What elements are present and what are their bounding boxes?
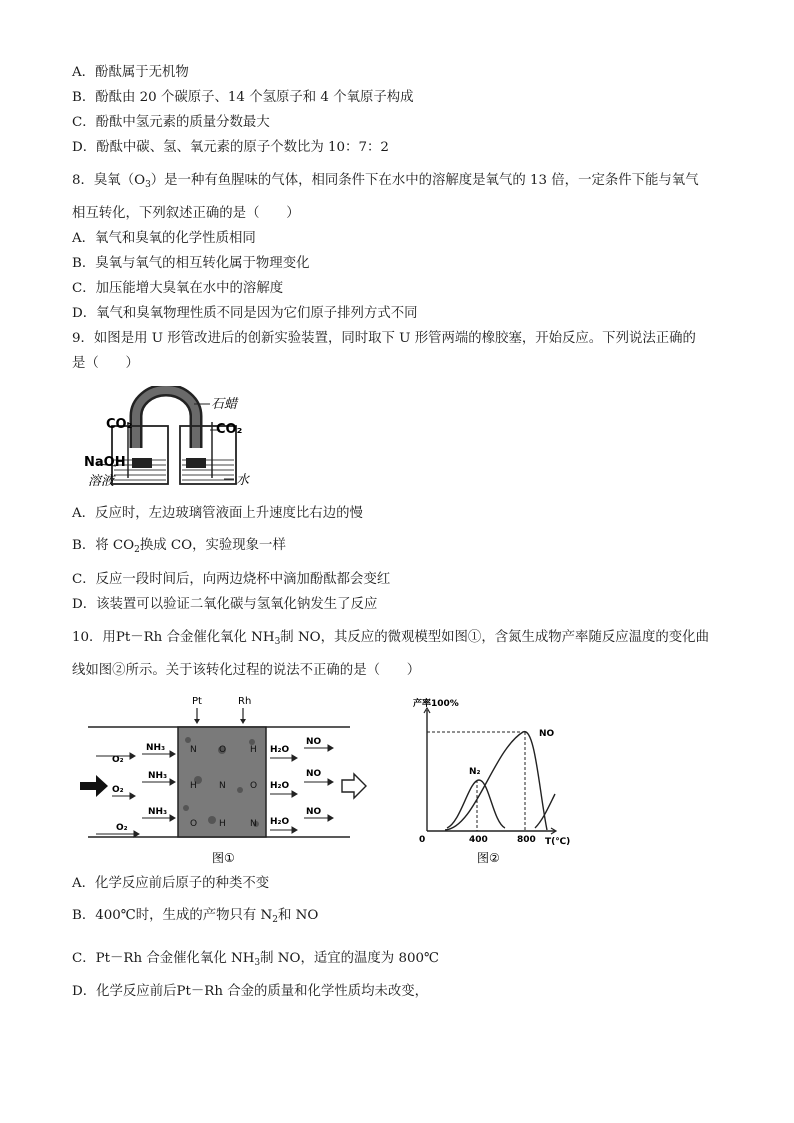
label-rongye: 溶液 [88,474,115,489]
q8-stem-line2: 相互转化，下列叙述正确的是（ ） [72,206,300,221]
q10-option-b: B．400℃时，生成的产物只有 $N_2$和 NO [72,908,319,925]
svg-text:NO: NO [306,769,322,779]
tick-800: 800 [517,835,536,845]
label-pt: Pt [192,696,202,707]
catalyst-atom: H [219,819,226,829]
catalyst-atom: N [219,781,226,791]
figure-2-yield-curve [405,690,585,868]
figure-1-micro-model [72,690,372,868]
y-axis-label: 产率100% [413,699,459,709]
svg-text:NH₃: NH₃ [146,743,166,753]
svg-text:O₂: O₂ [112,755,124,765]
q10-stem-line2: 线如图②所示。关于该转化过程的说法不正确的是（ ） [72,663,421,678]
q7-option-d: D．酚酞中碳、氢、氧元素的原子个数比为 10：7：2 [72,140,389,155]
label-co2-right: CO₂ [216,422,243,437]
x-axis-label: T(℃) [545,837,571,847]
svg-text:NH₃: NH₃ [148,771,168,781]
q9-stem-line1: 9．如图是用 U 形管改进后的创新实验装置，同时取下 U 形管两端的橡胶塞，开始反应。下列说法正确的 [72,331,696,346]
q8-option-c: C．加压能增大臭氧在水中的溶解度 [72,281,284,296]
catalyst-atom: O [250,781,258,791]
u-tube-apparatus-figure [76,386,256,494]
catalyst-atom: O [190,819,198,829]
left-tube-liquid [132,458,152,468]
q7-option-c: C．酚酞中氢元素的质量分数最大 [72,115,270,130]
q8-option-d: D．氧气和臭氧物理性质不同是因为它们原子排列方式不同 [72,306,418,321]
label-no: NO [539,729,555,739]
q7-option-a: A．酚酞属于无机物 [72,65,189,80]
reactant-arrows [96,751,175,837]
q8-stem-line1: 8．臭氧$(O_3)$是一种有鱼腥味的气体，相同条件下在水中的溶解度是氧气的 13 倍，一定条件下能与氧气 [72,173,699,190]
output-arrow-icon [342,774,366,798]
input-arrow-icon [80,775,108,797]
label-shui: 水 [236,473,250,488]
q10-option-d: D．化学反应前后Pt－Rh 合金的质量和化学性质均未改变， [72,984,429,999]
svg-text:H₂O: H₂O [270,817,290,827]
u-tube-paraffin [136,390,196,448]
q10-option-a: A．化学反应前后原子的种类不变 [72,876,270,891]
q9-option-d: D．该装置可以验证二氧化碳与氢氧化钠发生了反应 [72,597,378,612]
q9-option-c: C．反应一段时间后，向两边烧杯中滴加酚酞都会变红 [72,572,391,587]
q10-option-c: C．Pt－Rh 合金催化氧化 $NH_3$制 NO，适宜的温度为 800℃ [72,951,439,968]
q9-option-a: A．反应时，左边玻璃管液面上升速度比右边的慢 [72,506,363,521]
q8-option-a: A．氧气和臭氧的化学性质相同 [72,231,256,246]
label-co2-left: CO₂ [106,417,133,432]
svg-text:NO: NO [306,737,322,747]
label-shila: 石蜡 [211,397,238,412]
catalyst-atom: H [190,781,197,791]
right-tube-liquid [186,458,206,468]
svg-text:NO: NO [306,807,322,817]
catalyst-atom: N [190,745,197,755]
origin-label: 0 [419,835,426,845]
q8-option-b: B．臭氧与氧气的相互转化属于物理变化 [72,256,310,271]
q9-option-b: B．将 $CO_2$换成 CO，实验现象一样 [72,538,286,555]
catalyst-atom: N [250,819,257,829]
catalyst-atom: O [219,745,227,755]
label-n2: N₂ [469,767,481,777]
svg-text:O₂: O₂ [116,823,128,833]
q9-stem-line2: 是（ ） [72,356,139,371]
figure-1-caption: 图① [212,851,235,865]
label-rh: Rh [238,696,252,707]
n2-curve [447,780,505,828]
figure-2-caption: 图② [477,851,500,865]
svg-text:H₂O: H₂O [270,745,290,755]
svg-text:O₂: O₂ [112,785,124,795]
svg-text:H₂O: H₂O [270,781,290,791]
q7-option-b: B．酚酞由 20 个碳原子、14 个氢原子和 4 个氧原子构成 [72,90,414,105]
catalyst-atom: H [250,745,257,755]
q10-stem-line1: 10．用Pt－Rh 合金催化氧化 $NH_3$制 NO，其反应的微观模型如图①，含氮生成物产率随反应温度的变化曲 [72,630,709,647]
tick-400: 400 [469,835,488,845]
svg-text:NH₃: NH₃ [148,807,168,817]
label-naoh: NaOH [84,455,126,470]
